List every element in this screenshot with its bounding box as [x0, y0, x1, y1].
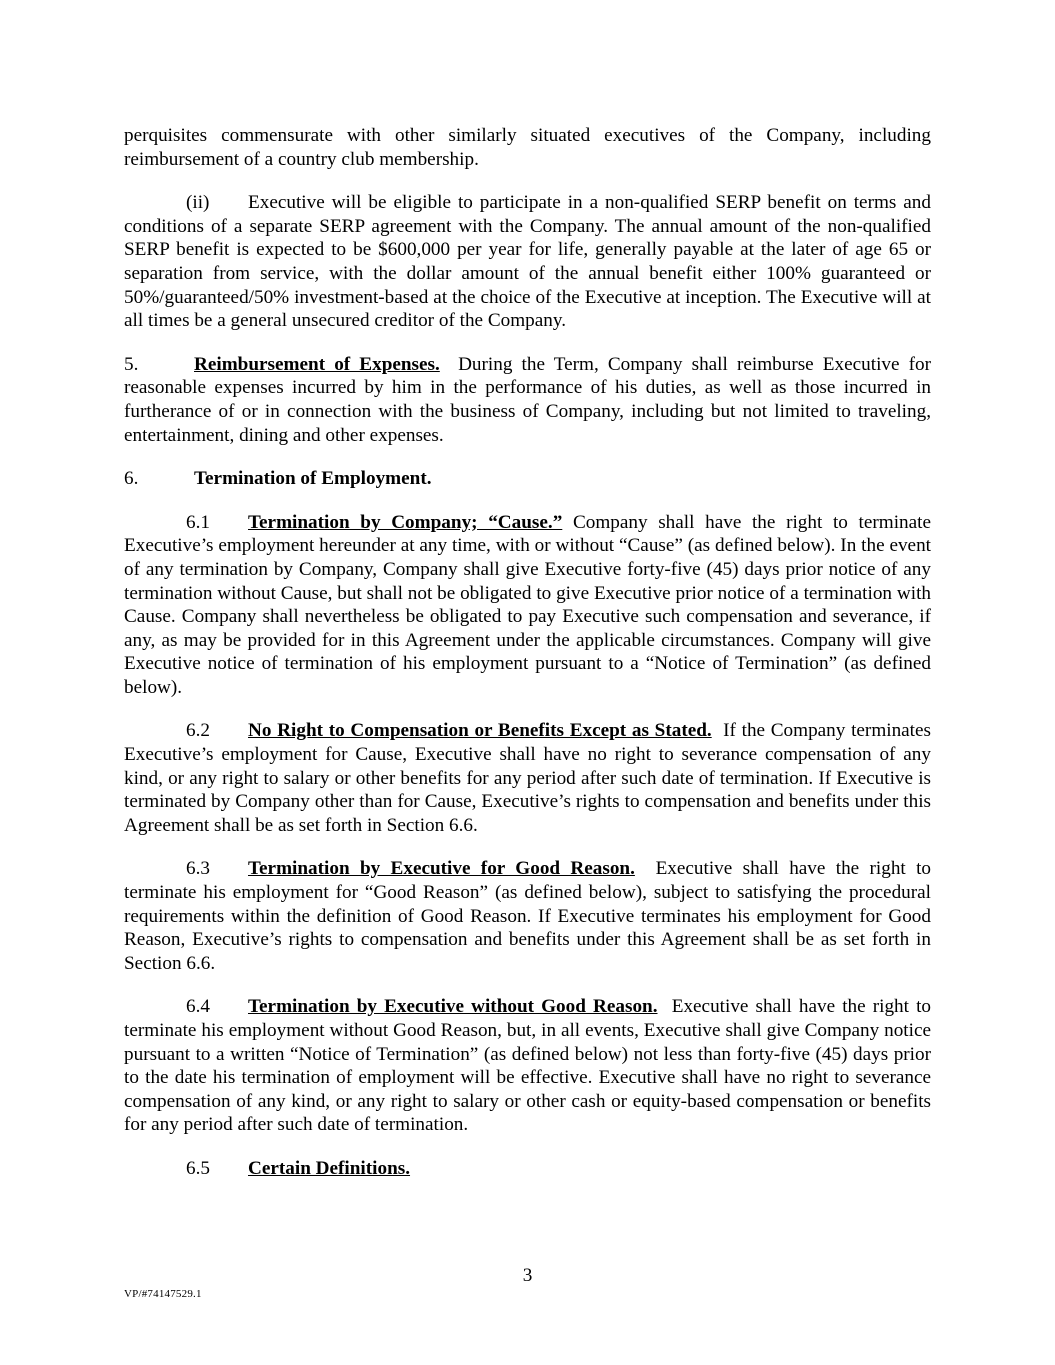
paragraph-ii-serp — [124, 191, 931, 333]
section-title: No Right to Compensation or Benefits Except as Stated. — [248, 720, 712, 742]
section-number: 6.5 — [186, 1157, 210, 1179]
section-text: During the Term, Company shall reimburse Executive for reasonable expenses incurred by him in the performance of his duties, as well as those incurred in furtherance of or in connection with the business of Company, including but not limited to traveling, entertainment, dining and other expenses. — [124, 353, 932, 446]
section-number: 6. — [124, 468, 139, 490]
section-6-4 — [124, 995, 931, 1137]
clause-number: (ii) — [186, 192, 210, 214]
section-6-termination — [124, 467, 931, 491]
paragraph-text: Executive will be eligible to participate in a non-qualified SERP benefit on terms and conditions of a separate SERP agreement with the Company. The annual amount of the non-qualified SERP benefit is expected to be $600,000 per year for life, generally payable at the later of age 65 or separation from service, with the dollar amount of the annual benefit either 100% guaranteed or 50%/guaranteed/50% investment-based at the choice of the Executive at inception. The Executive will at all times be a general unsecured creditor of the Company. — [124, 192, 931, 332]
section-number: 6.3 — [186, 858, 210, 880]
section-number: 6.1 — [186, 511, 210, 533]
document-body — [124, 124, 931, 1181]
section-text: Executive shall have the right to terminate his employment without Good Reason, but, in all events, Executive shall give Company notice pursuant to a written “Notice of Termination” (as defined below) not less than forty-five (45) days prior to the date his termination of employment will be effective. Executive shall have no right to severance compensation of any kind, or any right to salary or other cash or equity-based compensation or benefits for any period after such date of termination. — [124, 996, 931, 1136]
section-title: Termination by Executive without Good Reason. — [248, 996, 658, 1018]
document-id: VP/#74147529.1 — [124, 1288, 202, 1300]
section-number: 6.2 — [186, 720, 210, 742]
page-number: 3 — [522, 1265, 533, 1286]
section-number: 6.4 — [186, 996, 210, 1018]
paragraph-text: perquisites commensurate with other similarly situated executives of the Company, including reimbursement of a country club membership. — [124, 125, 931, 170]
section-title: Termination of Employment. — [194, 468, 432, 490]
section-text: Executive shall have the right to terminate his employment for “Good Reason” (as defined below), subject to satisfying the procedural requirements within the definition of Good Reason. If Executive terminates his employment for Good Reason, Executive’s rights to compensation and benefits under this Agreement shall be as set forth in Section 6.6. — [124, 858, 932, 974]
section-number: 5. — [124, 353, 139, 375]
section-title: Certain Definitions. — [248, 1157, 411, 1179]
section-5-reimbursement — [124, 353, 931, 447]
section-6-1 — [124, 511, 931, 700]
section-6-2 — [124, 719, 931, 837]
paragraph-perquisites — [124, 124, 931, 171]
section-text: If the Company terminates Executive’s employment for Cause, Executive shall have no right to severance compensation of any kind, or any right to salary or other benefits for any period after such date of termination. If Executive is terminated by Company other than for Cause, Executive’s rights to compensation and benefits under this Agreement shall be as set forth in Section 6.6. — [124, 720, 931, 836]
section-title: Termination by Company; “Cause.” — [248, 511, 563, 533]
section-title: Reimbursement of Expenses. — [194, 353, 440, 375]
section-6-5 — [124, 1157, 931, 1181]
section-title: Termination by Executive for Good Reason. — [248, 858, 635, 880]
section-text: Company shall have the right to terminate Executive’s employment hereunder at any time, with or without “Cause” (as defined below). In the event of any termination by Company, Company shall give Executive forty-five (45) days prior notice of any termination without Cause, but shall not be obligated to give Executive prior notice of a termination with Cause. Company shall nevertheless be obligated to pay Executive such compensation and severance, if any, as may be provided for in this Agreement under the applicable circumstances. Company will give Executive notice of termination of his employment pursuant to a “Notice of Termination” (as defined below). — [124, 511, 931, 698]
section-6-3 — [124, 857, 931, 975]
